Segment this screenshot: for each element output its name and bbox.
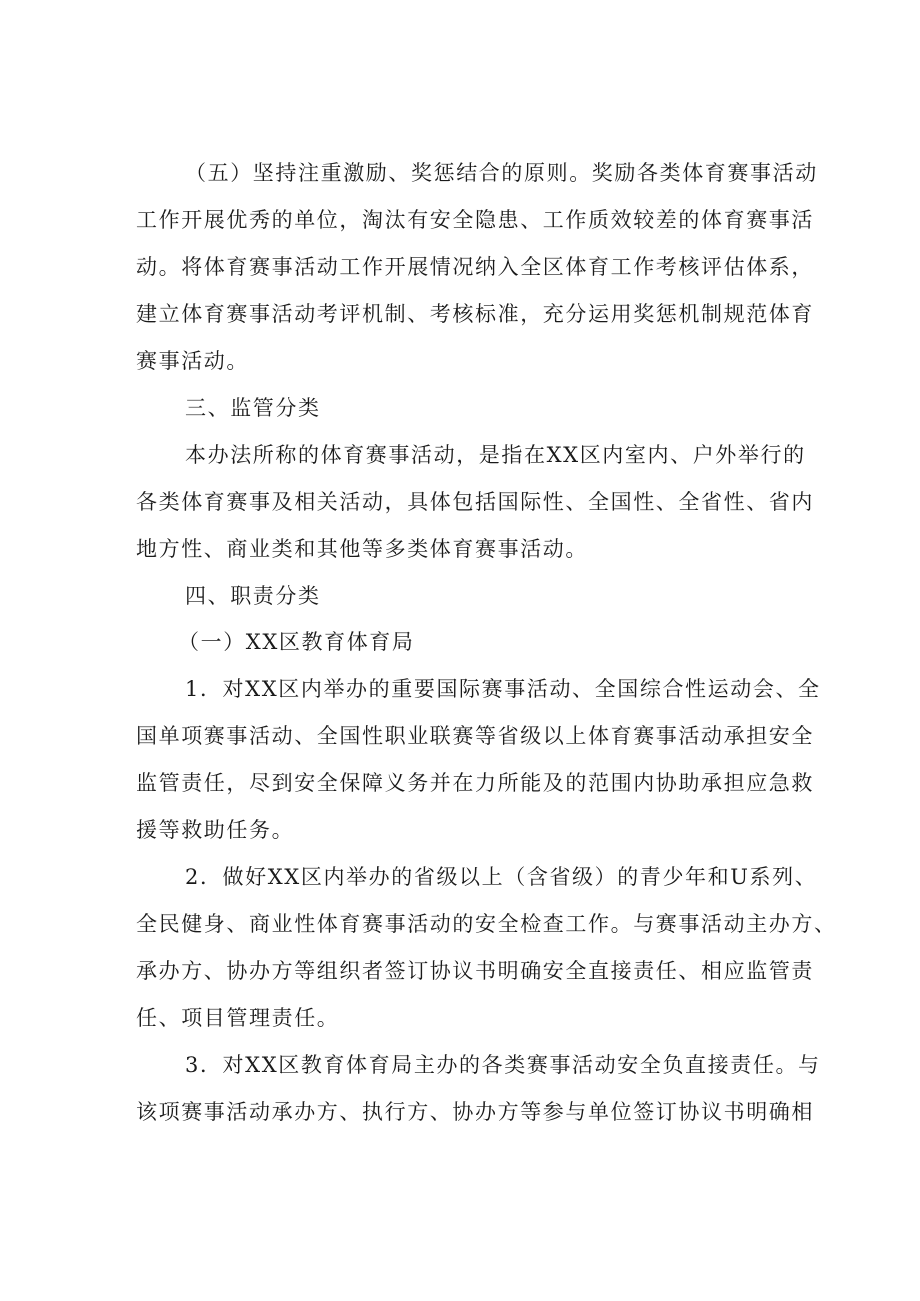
paragraph-line: 本办法所称的体育赛事活动，是指在XX区内室内、户外举行的 [185,443,806,467]
paragraph-line: 赛事活动。 [136,349,249,373]
section-heading: 四、职责分类 [185,584,321,608]
paragraph-line: 承办方、协办方等组织者签订协议书明确安全直接责任、相应监管责 [136,959,814,983]
paragraph-line: 1．对XX区内举办的重要国际赛事活动、全国综合性运动会、全 [185,677,821,701]
paragraph-line: 监管责任，尽到安全保障义务并在力所能及的范围内协助承担应急救 [136,771,814,795]
paragraph-line: 工作开展优秀的单位，淘汰有安全隐患、工作质效较差的体育赛事活 [136,208,814,232]
paragraph-line: 各类体育赛事及相关活动，具体包括国际性、全国性、全省性、省内 [136,490,814,514]
subsection-heading: （一）XX区教育体育局 [178,630,415,654]
paragraph-line: 2．做好XX区内举办的省级以上（含省级）的青少年和U系列、 [185,865,818,889]
paragraph-line: 任、项目管理责任。 [136,1006,340,1030]
paragraph-line: 地方性、商业类和其他等多类体育赛事活动。 [136,537,588,561]
paragraph-line: 该项赛事活动承办方、执行方、协办方等参与单位签订协议书明确相 [136,1100,814,1124]
paragraph-line: 动。将体育赛事活动工作开展情况纳入全区体育工作考核评估体系， [136,255,814,279]
paragraph-line: 援等救助任务。 [136,818,295,842]
paragraph-line: 国单项赛事活动、全国性职业联赛等省级以上体育赛事活动承担安全 [136,724,814,748]
paragraph-line: 建立体育赛事活动考评机制、考核标准，充分运用奖惩机制规范体育 [136,302,814,326]
paragraph-line: 3．对XX区教育体育局主办的各类赛事活动安全负直接责任。与 [185,1053,821,1077]
paragraph-line: 全民健身、商业性体育赛事活动的安全检查工作。与赛事活动主办方、 [136,912,837,936]
section-heading: 三、监管分类 [185,396,321,420]
paragraph-line: （五）坚持注重激励、奖惩结合的原则。奖励各类体育赛事活动 [185,161,818,185]
